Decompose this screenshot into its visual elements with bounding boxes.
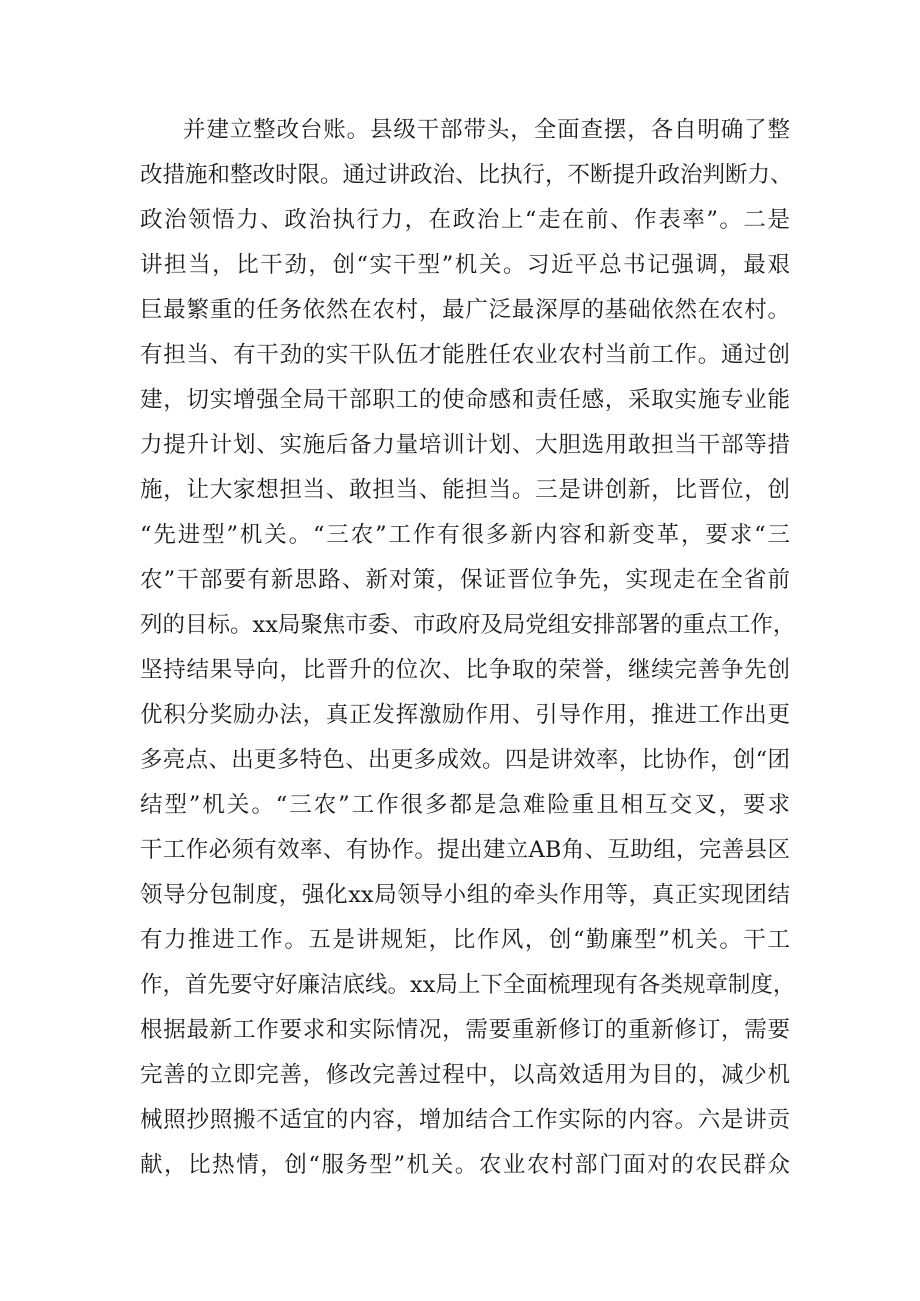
text-line: 坚持结果导向，比晋升的位次、比争取的荣誉，继续完善争先创 — [140, 657, 790, 683]
text-line: 结型”机关。“三农”工作很多都是急难险重且相互交叉，要求 — [140, 792, 790, 818]
text-line: 干工作必须有效率、有协作。提出建立AB角、互助组，完善县区 — [140, 837, 790, 863]
text-line: 完善的立即完善，修改完善过程中，以高效适用为目的，减少机 — [140, 1062, 790, 1088]
text-line: 并建立整改台账。县级干部带头，全面查摆，各自明确了整 — [183, 117, 790, 143]
text-line: 有力推进工作。五是讲规矩，比作风，创“勤廉型”机关。干工 — [140, 927, 790, 953]
text-line: 巨最繁重的任务依然在农村，最广泛最深厚的基础依然在农村。 — [140, 297, 790, 323]
text-line: 改措施和整改时限。通过讲政治、比执行，不断提升政治判断力、 — [140, 162, 793, 188]
text-line: 作，首先要守好廉洁底线。xx局上下全面梳理现有各类规章制度， — [140, 972, 796, 998]
text-line: 力提升计划、实施后备力量培训计划、大胆选用敢担当干部等措 — [140, 432, 790, 458]
text-line: 列的目标。xx局聚焦市委、市政府及局党组安排部署的重点工作， — [140, 612, 796, 638]
text-line: 讲担当，比干劲，创“实干型”机关。习近平总书记强调，最艰 — [140, 252, 790, 278]
text-line: 献，比热情，创“服务型”机关。农业农村部门面对的农民群众 — [140, 1152, 790, 1178]
text-line: 械照抄照搬不适宜的内容，增加结合工作实际的内容。六是讲贡 — [140, 1107, 790, 1133]
text-line: 根据最新工作要求和实际情况，需要重新修订的重新修订，需要 — [140, 1017, 790, 1043]
text-line: 优积分奖励办法，真正发挥激励作用、引导作用，推进工作出更 — [140, 702, 790, 728]
text-line: 领导分包制度，强化xx局领导小组的牵头作用等，真正实现团结 — [140, 882, 790, 908]
text-line: 建，切实增强全局干部职工的使命感和责任感，采取实施专业能 — [140, 387, 790, 413]
text-line: 多亮点、出更多特色、出更多成效。四是讲效率，比协作，创“团 — [140, 747, 790, 773]
text-line: 农”干部要有新思路、新对策，保证晋位争先，实现走在全省前 — [140, 567, 790, 593]
text-line: 政治领悟力、政治执行力，在政治上“走在前、作表率”。二是 — [140, 207, 790, 233]
text-line: 施，让大家想担当、敢担当、能担当。三是讲创新，比晋位，创 — [140, 477, 790, 503]
text-line: 有担当、有干劲的实干队伍才能胜任农业农村当前工作。通过创 — [140, 342, 790, 368]
text-line: “先进型”机关。“三农”工作有很多新内容和新变革，要求“三 — [140, 522, 790, 548]
